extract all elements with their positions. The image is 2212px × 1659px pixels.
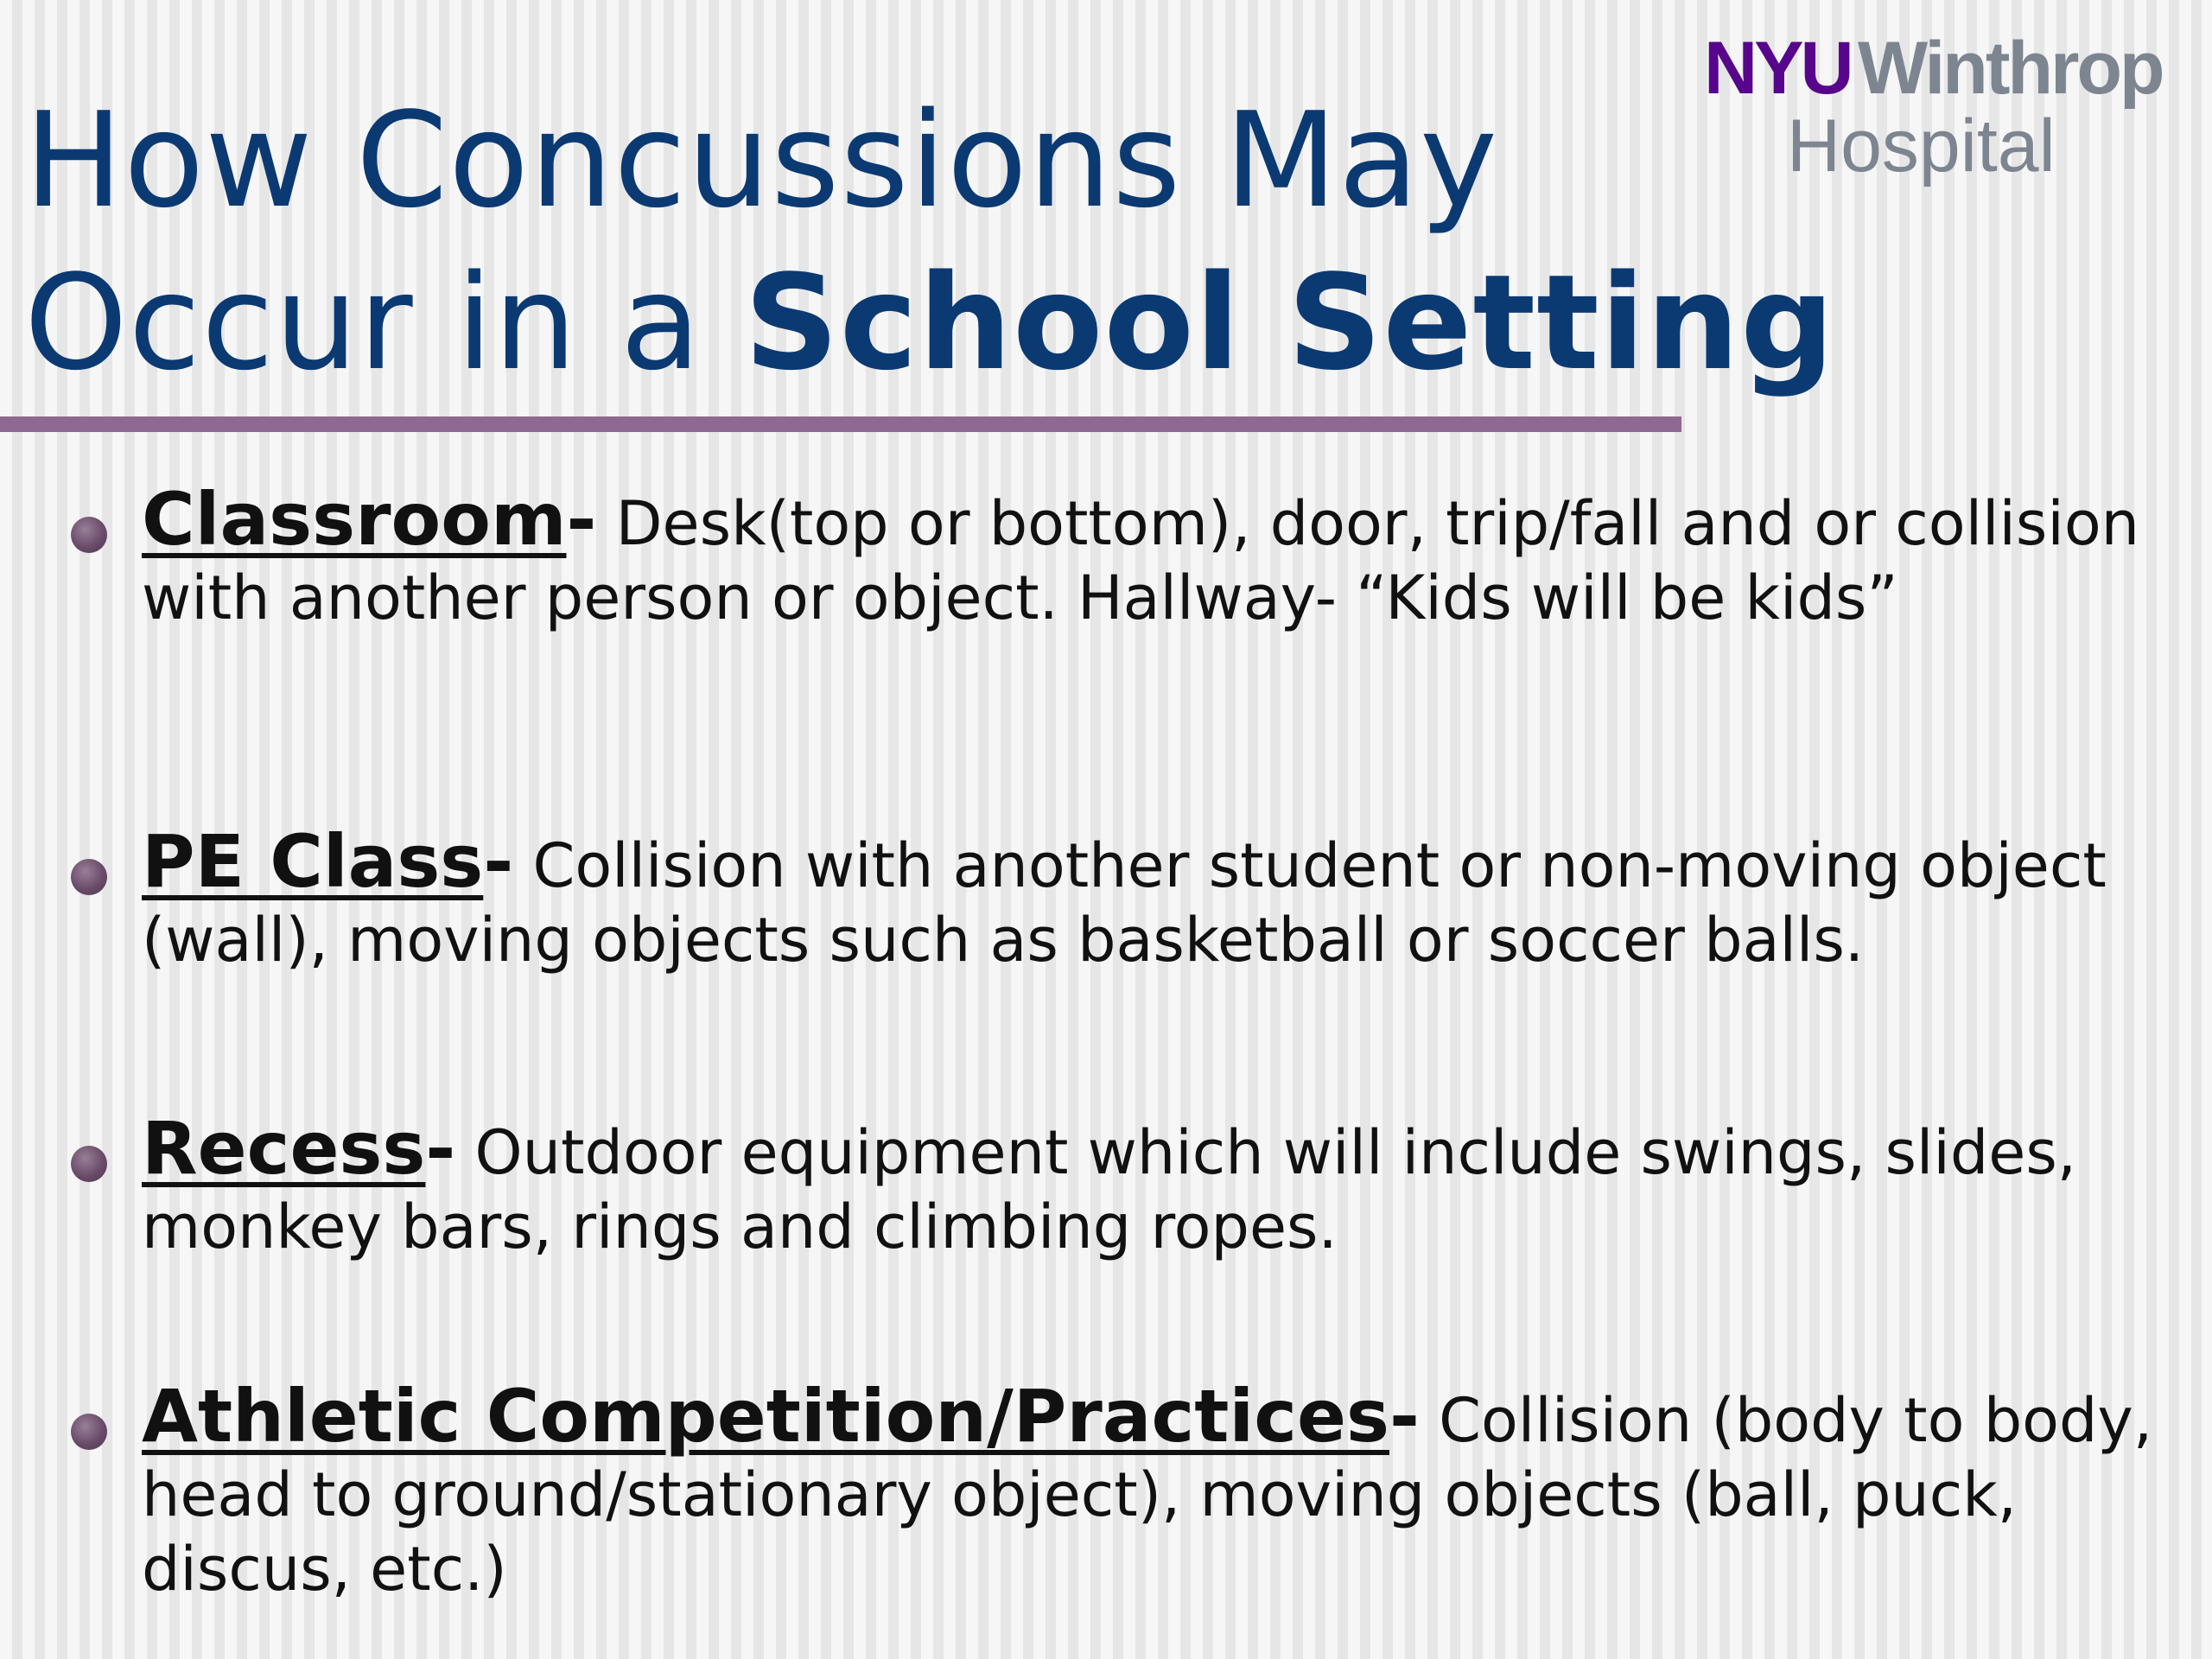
bullet-term: Classroom — [142, 477, 567, 562]
bullet-text: Desk(top or bottom), door, trip/fall and or collision with another person or object. Hallway- “Kids will be kids” — [142, 488, 2140, 633]
bullet-paragraph — [142, 477, 2164, 635]
bullet-separator: - — [483, 819, 514, 904]
bullet-term: Athletic Competition/Practices — [142, 1374, 1389, 1459]
bullet-paragraph — [142, 1374, 2164, 1606]
bullet-paragraph — [142, 1106, 2164, 1264]
bullet-item-classroom — [142, 477, 2164, 635]
bullet-term: Recess — [142, 1106, 426, 1191]
bullet-item-pe-class — [142, 819, 2164, 977]
logo-hospital-text: Hospital — [1787, 105, 2056, 188]
bullet-term: PE Class — [142, 819, 484, 904]
bullet-text: Collision with another student or non-moving object (wall), moving objects such as basketball or soccer balls. — [142, 830, 2107, 976]
bullet-separator: - — [566, 477, 597, 562]
bullet-dot-icon — [71, 1146, 107, 1182]
bullet-dot-icon — [71, 1414, 107, 1450]
bullet-text: Outdoor equipment which will include swings, slides, monkey bars, rings and climbing ropes. — [142, 1117, 2077, 1262]
bullet-item-recess — [142, 1106, 2164, 1264]
title-line-2-plain: Occur in a — [24, 246, 745, 399]
title-line-1: How Concussions May — [24, 84, 1498, 237]
bullet-separator: - — [425, 1106, 456, 1191]
bullet-dot-icon — [71, 517, 107, 553]
bullet-dot-icon — [71, 859, 107, 895]
bullet-separator: - — [1389, 1374, 1420, 1459]
logo-winthrop-text: Winthrop — [1858, 27, 2163, 110]
bullet-text: Collision (body to body, head to ground/stationary object), moving objects (ball, puck, discus, etc.) — [142, 1385, 2153, 1605]
bullet-paragraph — [142, 819, 2164, 977]
bullet-item-athletic — [142, 1374, 2164, 1606]
logo-nyu-text: NYU — [1704, 27, 1851, 110]
title-line-2-bold: School Setting — [744, 246, 1835, 399]
